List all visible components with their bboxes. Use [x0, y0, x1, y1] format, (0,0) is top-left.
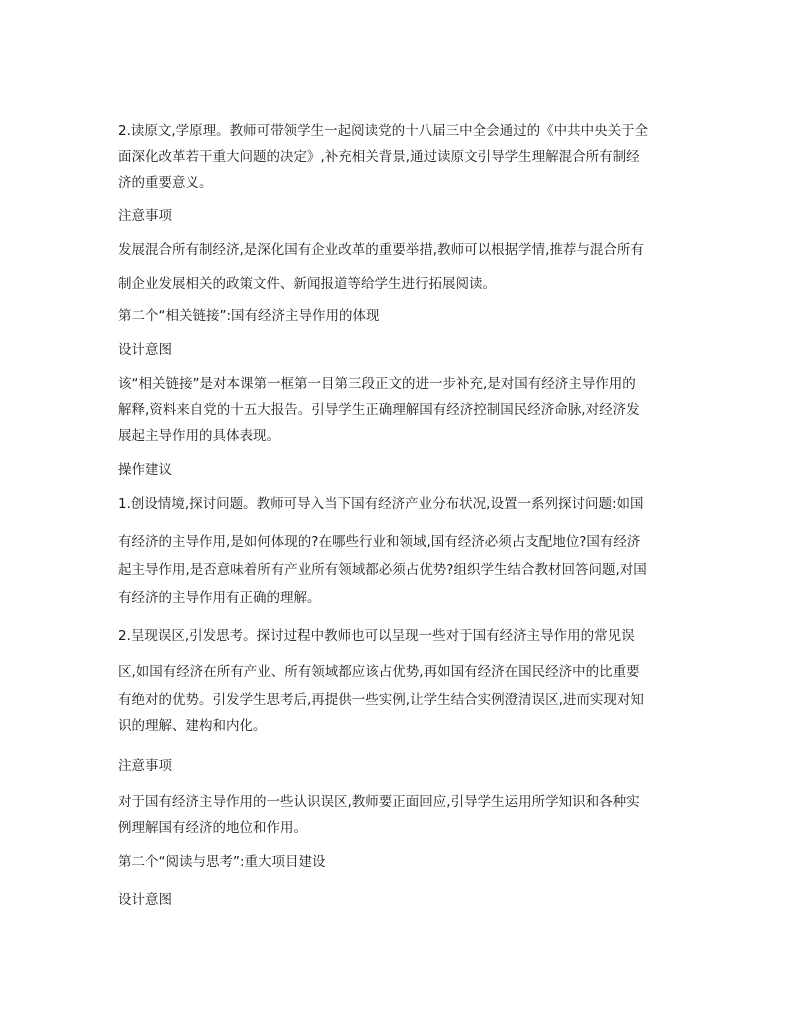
paragraph-line: 2.读原文,学原理。教师可带领学生一起阅读党的十八届三中全会通过的《中共中央关于全 [118, 123, 649, 139]
paragraph-line: 解释,资料来自党的十五大报告。引导学生正确理解国有经济控制国民经济命脉,对经济发 [118, 402, 640, 418]
paragraph-line: 有绝对的优势。引发学生思考后,再提供一些实例,让学生结合实例澄清误区,进而实现对知 [118, 692, 644, 708]
paragraph-line: 济的重要意义。 [118, 175, 213, 191]
paragraph-line: 发展混合所有制经济,是深化国有企业改革的重要举措,教师可以根据学情,推荐与混合所有 [118, 242, 644, 258]
section-heading: 操作建议 [118, 462, 172, 478]
paragraph-line: 2.呈现误区,引发思考。探讨过程中教师也可以呈现一些对于国有经济主导作用的常见误 [118, 628, 635, 644]
section-heading: 第二个“阅读与思考”:重大项目建设 [118, 854, 326, 870]
section-heading: 注意事项 [118, 208, 172, 224]
paragraph-line: 展起主导作用的具体表现。 [118, 428, 280, 444]
paragraph-line: 该“相关链接”是对本课第一框第一目第三段正文的进一步补充,是对国有经济主导作用的 [118, 376, 636, 392]
paragraph-line: 起主导作用,是否意味着所有产业所有领域都必须占优势?组织学生结合教材回答问题,对国 [118, 562, 647, 578]
paragraph-line: 区,如国有经济在所有产业、所有领域都应该占优势,再如国有经济在国民经济中的比重要 [118, 664, 640, 680]
paragraph-line: 例理解国有经济的地位和作用。 [118, 820, 307, 836]
paragraph-line: 对于国有经济主导作用的一些认识误区,教师要正面回应,引导学生运用所学知识和各种实 [118, 794, 640, 810]
paragraph-line: 面深化改革若干重大问题的决定》,补充相关背景,通过读原文引导学生理解混合所有制经 [118, 149, 640, 165]
paragraph-line: 制企业发展相关的政策文件、新闻报道等给学生进行拓展阅读。 [118, 276, 496, 292]
paragraph-line: 有经济的主导作用,是如何体现的?在哪些行业和领域,国有经济必须占支配地位?国有经济 [118, 534, 641, 550]
paragraph-line: 有经济的主导作用有正确的理解。 [118, 590, 321, 606]
paragraph-line: 识的理解、建构和内化。 [118, 718, 267, 734]
section-heading: 设计意图 [118, 342, 172, 358]
section-heading: 设计意图 [118, 892, 172, 908]
paragraph-line: 1.创设情境,探讨问题。教师可导入当下国有经济产业分布状况,设置一系列探讨问题:如国 [118, 496, 644, 512]
section-heading: 第二个“相关链接”:国有经济主导作用的体现 [118, 308, 380, 324]
section-heading: 注意事项 [118, 758, 172, 774]
